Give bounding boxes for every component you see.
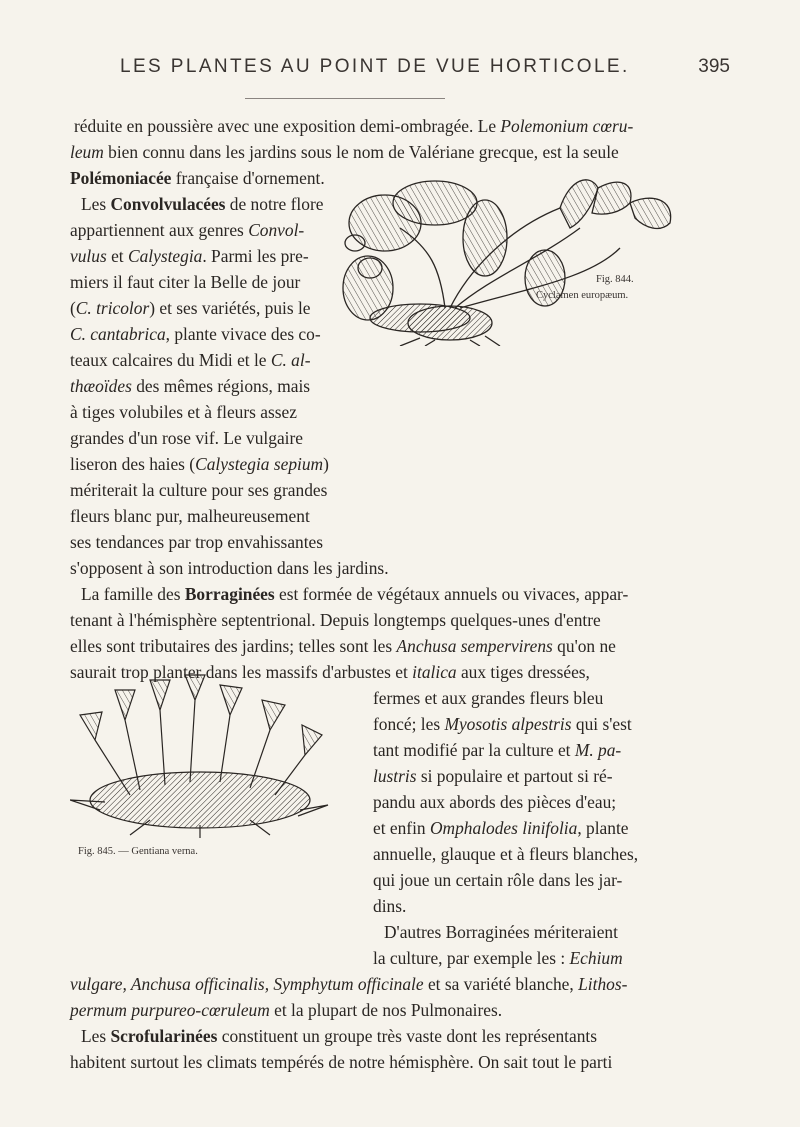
running-title: LES PLANTES AU POINT DE VUE HORTICOLE. [120, 56, 630, 77]
text-line-15: mériterait la culture pour ses grandes [70, 480, 328, 500]
text-line-36: Les Scrofularinées constituent un groupe très vaste dont les représentants [81, 1026, 597, 1046]
text-line-2: leum bien connu dans les jardins sous le nom de Valériane grecque, est la seule [70, 142, 619, 162]
text-line-24: foncé; les Myosotis alpestris qui s'est [373, 714, 632, 734]
text-line-22: saurait trop planter dans les massifs d'arbustes et italica aux tiges dressées, [70, 662, 590, 682]
text-line-30: qui joue un certain rôle dans les jar- [373, 870, 623, 890]
text-line-28: et enfin Omphalodes linifolia, plante [373, 818, 629, 838]
text-line-23: fermes et aux grandes fleurs bleu [373, 688, 604, 708]
text-line-5: appartiennent aux genres Convol- [70, 220, 305, 240]
figure-844-number: Fig. 844. [596, 274, 634, 285]
figure-845-caption: Fig. 845. — Gentiana verna. [78, 846, 198, 857]
text-line-16: fleurs blanc pur, malheureusement [70, 506, 310, 526]
text-line-29: annuelle, glauque et à fleurs blanches, [373, 844, 639, 864]
text-line-33: la culture, par exemple les : Echium [373, 948, 623, 968]
text-line-26: lustris si populaire et partout si ré- [373, 766, 613, 786]
text-line-19: La famille des Borraginées est formée de végétaux annuels ou vivaces, appar- [81, 584, 629, 604]
text-line-1: réduite en poussière avec une exposition demi-ombragée. Le Polemonium cœru- [74, 116, 634, 136]
running-header [75, 56, 730, 86]
figure-844-caption: Cyclamen europæum. [536, 290, 629, 301]
text-line-11: thæoïdes des mêmes régions, mais [70, 376, 311, 396]
figure-845-gentiana [70, 670, 330, 860]
text-line-14: liseron des haies (Calystegia sepium) [70, 454, 329, 474]
text-line-9: C. cantabrica, plante vivace des co- [70, 324, 321, 344]
header-rule [245, 98, 445, 99]
text-line-21: elles sont tributaires des jardins; telles sont les Anchusa sempervirens qu'on ne [70, 636, 616, 656]
text-line-8: (C. tricolor) et ses variétés, puis le [70, 298, 311, 318]
text-line-12: à tiges volubiles et à fleurs assez [70, 402, 297, 422]
text-line-35: permum purpureo-cœruleum et la plupart de nos Pulmonaires. [70, 1000, 503, 1020]
text-line-32: D'autres Borraginées mériteraient [384, 922, 618, 942]
text-line-7: miers il faut citer la Belle de jour [70, 272, 301, 292]
gentiana-illustration [70, 670, 330, 840]
text-line-4: Les Convolvulacées de notre flore [81, 194, 324, 214]
figure-844-cyclamen [330, 168, 690, 346]
text-line-34: vulgare, Anchusa officinalis, Symphytum officinale et sa variété blanche, Lithos- [70, 974, 628, 994]
text-line-18: s'opposent à son introduction dans les jardins. [70, 558, 389, 578]
text-line-31: dins. [373, 896, 407, 916]
text-line-17: ses tendances par trop envahissantes [70, 532, 324, 552]
text-line-37: habitent surtout les climats tempérés de notre hémisphère. On sait tout le parti [70, 1052, 613, 1072]
text-line-25: tant modifié par la culture et M. pa- [373, 740, 622, 760]
text-line-27: pandu aux abords des pièces d'eau; [373, 792, 617, 812]
text-line-6: vulus et Calystegia. Parmi les pre- [70, 246, 309, 266]
cyclamen-illustration [330, 168, 690, 346]
text-line-10: teaux calcaires du Midi et le C. al- [70, 350, 311, 370]
text-line-20: tenant à l'hémisphère septentrional. Depuis longtemps quelques-unes d'entre [70, 610, 601, 630]
text-line-3: Polémoniacée française d'ornement. [70, 168, 325, 188]
page-number: 395 [698, 56, 730, 77]
text-line-13: grandes d'un rose vif. Le vulgaire [70, 428, 303, 448]
